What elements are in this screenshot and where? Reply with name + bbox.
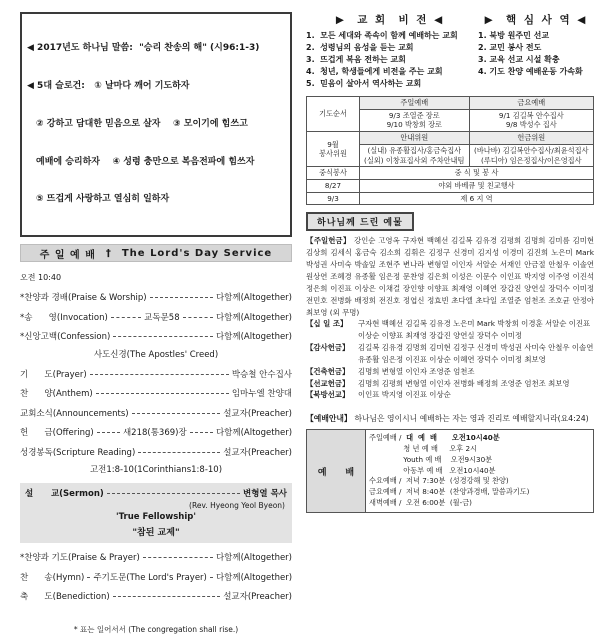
order-item-performer: 설교자(Preacher): [223, 408, 292, 419]
friday-service-header-cell: 금요예배: [469, 97, 593, 110]
cross-icon: †: [105, 247, 112, 259]
committee-label: 봉사위원: [319, 149, 347, 159]
dotted-leader: [150, 296, 213, 298]
usher-entry: (실내) 유종활집사/홍금숙집사: [367, 145, 462, 155]
order-item-label: *찬양과 기도(Praise & Prayer): [20, 553, 140, 564]
order-item-performer: 설교자(Preacher): [223, 447, 292, 458]
offering-names: 구자현 백혜선 김길복 김유경 노은미 Mark 박창희 이경훈 서알순 이진표 이상순 이향표 최재영 장갑진 양연실 장덕수 이미정: [358, 319, 591, 341]
usher-header-cell: 안내위원: [360, 132, 470, 145]
service-title-english: The Lord's Day Service: [121, 247, 273, 259]
duty-roster-table: [306, 96, 594, 205]
order-item-label: 축 도(Benediction): [20, 592, 110, 603]
offering-category: 【북방선교】: [306, 390, 352, 400]
sermon-preacher-english: (Rev. Hyeong Yeol Byeon): [189, 501, 285, 511]
order-item-middle: 교독문58: [144, 312, 180, 323]
worship-info-line: [306, 413, 594, 424]
service-title-bar: [20, 244, 292, 262]
order-item-label: 교회소식(Announcements): [20, 408, 129, 419]
offering-entry-thanksgiving: [306, 342, 594, 366]
offering-category: 【감사헌금】: [306, 343, 352, 353]
apostles-creed-subline: 사도신경(The Apostles' Creed): [93, 349, 219, 360]
annual-theme-line: ◀ 2017년도 하나님 말씀: "승리 찬송의 해" (시96:1-3): [27, 43, 260, 54]
prayer-entry: 9/8 박성수 집사: [505, 120, 557, 130]
lunch-duty-value-cell: 중 식 및 봉 사: [360, 167, 594, 180]
ministry-item: 3. 교육 선교 시설 확충: [478, 55, 560, 64]
order-item-label: 찬 송(Hymn): [20, 572, 85, 583]
table-row: [307, 180, 594, 193]
slogan-line: ⑤ 뜨겁게 사랑하고 열심히 일하자: [36, 194, 170, 205]
schedule-label-cell: 예 배: [307, 430, 366, 512]
sermon-title-english: 'True Fellowship': [116, 512, 196, 523]
order-row-announcements: [20, 407, 292, 419]
date-827-value-cell: 야외 바베큐 및 친교행사: [360, 180, 594, 193]
order-row-prayer: [20, 368, 292, 380]
offering-names: 이인표 박지영 이진표 이상순: [358, 390, 451, 400]
order-row-scripture: [20, 446, 292, 458]
month-label: 9월: [327, 139, 339, 149]
church-vision-column: [306, 12, 474, 90]
prayer-entry: 9/3 조열준 장로: [388, 110, 440, 120]
order-item-label: 성경봉독(Scripture Reading): [20, 447, 136, 458]
order-item-performer: 다함께(Altogether): [215, 312, 292, 323]
order-item-performer: 임마누엘 찬양대: [231, 389, 292, 400]
worship-schedule-table: [306, 429, 594, 513]
order-item-performer: 다함께(Altogether): [215, 428, 293, 439]
order-row-benediction: [20, 590, 292, 602]
dotted-leader: [143, 556, 213, 558]
vision-item: 4. 청년, 학생들에게 비전을 주는 교회: [306, 67, 443, 76]
dotted-leader: [97, 431, 120, 433]
sermon-preacher: 변형열 목사: [242, 489, 287, 500]
service-time: 오전 10:40: [20, 273, 62, 283]
order-row-confession: [20, 330, 292, 342]
date-827-label-cell: 8/27: [307, 180, 360, 193]
ministry-item: 1. 북방 원주민 선교: [478, 31, 550, 40]
sunday-service-header-cell: 주일예배: [360, 97, 470, 110]
dotted-leader: [113, 595, 221, 597]
schedule-line-sunday: [369, 433, 590, 444]
offering-committee-cell: [469, 144, 593, 166]
slogan-line: 예배에 승리하자 ④ 성령 충만으로 복음전파에 힘쓰자: [36, 156, 255, 167]
order-item-performer: 박승철 안수집사: [231, 369, 292, 380]
order-item-middle: 새218(통369)장: [122, 428, 187, 439]
worship-info-verse: 하나님은 영이시니 예배하는 자는 영과 진리로 예배할지니라(요4:24): [354, 414, 589, 424]
order-item-label: 기 도(Prayer): [20, 369, 87, 380]
order-item-label: *신앙고백(Confession): [20, 332, 111, 343]
table-row: [307, 192, 594, 205]
schedule-line-youth: Youth 예 배 오전9시30분: [369, 454, 493, 464]
prayer-order-label-cell: 기도순서: [307, 97, 360, 132]
order-item-label: 설 교(Sermon): [25, 489, 104, 500]
sunday-prayer-cell: [360, 109, 470, 131]
order-item-label: *송 영(Invocation): [20, 312, 108, 323]
vision-item: 3. 뜨겁게 복음 전하는 교회: [306, 55, 406, 64]
offering-entry-sunday: [306, 235, 594, 318]
offering-category: 【십 일 조】: [306, 319, 350, 329]
schedule-line-children: 아동부 예 배 오전10시40분: [369, 465, 496, 475]
table-row: [307, 97, 594, 110]
schedule-times-cell: [366, 430, 593, 512]
order-row-hymn: [20, 571, 292, 583]
dotted-leader: [132, 412, 221, 414]
scripture-reference-subline: 고전1:8-10(1Corinthians1:8-10): [89, 465, 223, 476]
dotted-leader: [210, 576, 213, 578]
order-row-sermon: [25, 487, 287, 499]
schedule-line-youngadult: 청 년 예 배 오후 2시: [369, 444, 478, 454]
vision-item: 2. 성령님의 음성을 듣는 교회: [306, 43, 414, 52]
table-row: [307, 132, 594, 145]
dotted-leader: [138, 451, 220, 453]
worship-info-label: 【예배안내】: [306, 414, 355, 424]
offerings-section-title: 하나님께 드린 예물: [306, 212, 414, 231]
dotted-leader: [107, 492, 240, 494]
order-item-label: 헌 금(Offering): [20, 428, 94, 439]
sermon-highlight-box: [20, 483, 292, 543]
offering-category: 【건축헌금】: [306, 366, 352, 376]
order-item-performer: 다함께(Altogether): [215, 572, 293, 583]
dotted-leader: [87, 576, 90, 578]
order-item-label: *찬양과 경배(Praise & Worship): [20, 293, 147, 304]
offering-committee-header-cell: 헌금위원: [469, 132, 593, 145]
order-item-performer: 다함께(Altogether): [215, 293, 292, 304]
date-93-value-cell: 제 6 지 역: [360, 192, 594, 205]
dotted-leader: [190, 431, 213, 433]
slogan-line: ◀ 5대 슬로건: ① 날마다 깨어 기도하자: [27, 80, 190, 91]
schedule-line-main: 대 예 배 오전10시40분: [406, 433, 500, 443]
dotted-leader: [113, 335, 213, 337]
schedule-line-friday: 금요예배 / 저녁 8:40분 (찬양과경배, 말씀과기도): [369, 487, 530, 497]
lunch-duty-label-cell: 중식봉사: [307, 167, 360, 180]
prayer-entry: 9/1 김길복 안수집사: [498, 110, 564, 120]
offering-category: 【선교헌금】: [306, 378, 352, 388]
offering-entry-north-mission: [306, 389, 594, 401]
order-row-praise-prayer: [20, 551, 292, 563]
rise-footnote: * 표는 일어서서 (The congregation shall rise.): [73, 625, 239, 635]
vision-item: 1. 모든 세대와 족속이 함께 예배하는 교회: [306, 31, 458, 40]
core-ministry-title: ▶ 핵 심 사 역 ◀: [484, 14, 588, 26]
dotted-leader: [90, 373, 229, 375]
core-ministry-column: [474, 12, 594, 90]
order-of-worship: [20, 291, 292, 602]
order-row-praise-worship: [20, 291, 292, 303]
usher-entry: (실외) 이창표집사외 주차안내팀: [364, 155, 465, 165]
committee-entry: (루디아) 임은정집사/이은영집사: [480, 155, 582, 165]
date-93-label-cell: 9/3: [307, 192, 360, 205]
september-committee-label-cell: [307, 132, 360, 167]
vision-ministry-section: [306, 12, 594, 90]
offering-names: 김명희 변형열 이인자 조영준 엄천조: [358, 366, 475, 376]
order-row-offering: [20, 426, 292, 438]
dotted-leader: [183, 316, 213, 318]
usher-cell: [360, 144, 470, 166]
slogan-line: ② 강하고 담대한 믿음으로 살자 ③ 모이기에 힘쓰고: [36, 118, 248, 129]
order-item-performer: 다함께(Altogether): [215, 553, 292, 564]
schedule-line-dawn: 새벽예배 / 오전 6:00분 (월-금): [369, 498, 472, 508]
order-item-performer: 설교자(Preacher): [223, 592, 292, 603]
order-item-middle: 주기도문(The Lord's Prayer): [93, 572, 207, 583]
service-title-korean: 주 일 예 배: [39, 249, 96, 261]
ministry-item: 2. 교민 봉사 전도: [478, 43, 542, 52]
order-row-invocation: [20, 311, 292, 323]
annual-theme-banner: [20, 12, 292, 237]
sermon-title-korean: "참된 교제": [132, 528, 180, 539]
vision-item: 5. 믿음이 살아서 역사하는 교회: [306, 79, 422, 88]
table-row: [307, 167, 594, 180]
offering-entry-tithe: [306, 318, 594, 342]
friday-prayer-cell: [469, 109, 593, 131]
order-row-anthem: [20, 387, 292, 399]
schedule-line-wednesday: 수요예배 / 저녁 7:30분 (성경강해 및 찬양): [369, 476, 509, 486]
prayer-entry: 9/10 박창희 장로: [386, 120, 442, 130]
bulletin-right-page: [306, 0, 594, 513]
offering-names: 강인순 고영옥 구자현 백혜선 김길복 김유경 김평희 김명희 김미름 김미현 김상희 김세식 홍금숙 김소희 김휘은 김정구 신경미 김지성 이경미 김진희 노은미 Mark 박성권 사미숙 박솔잎 조현주 변나라 변형열 이인자 서알순 서재인 안금절 안철우 이솔연 원상연 조혜경 유종활 임은정 문찬영 김은희 이성은 이문수 이인표 박지영 이주영 이진석 정은희 이진표 이상은 이채걸 장인향 이향표 최재영 이혜연 장갑진 양연실 장덕수 이미정 전민호 전병화 배정희 전진호 정엽신 정효빈 초다엘 초다일 조열준 엄천조 조호균 안정아 최보영 (외 무명): [306, 236, 595, 317]
ministry-item: 4. 기도 찬양 예배운동 가속화: [478, 67, 583, 76]
offering-category: 【주일헌금】: [306, 236, 354, 246]
dotted-leader: [96, 392, 229, 394]
dotted-leader: [111, 316, 141, 318]
church-vision-title: ▶ 교 회 비 전 ◀: [335, 14, 445, 26]
committee-entry: (바나바) 김길복안수집사/최윤석집사: [474, 145, 589, 155]
offering-entry-building: [306, 366, 594, 378]
offering-names: 김명희 김평희 변형열 이인자 전병화 배정희 조영준 엄천조 최보영: [358, 378, 570, 388]
order-item-label: 찬 양(Anthem): [20, 389, 93, 400]
schedule-line-prefix: 주일예배 /: [369, 433, 407, 443]
bulletin-left-page: [20, 0, 292, 635]
order-item-performer: 다함께(Altogether): [215, 332, 292, 343]
offering-entry-mission: [306, 378, 594, 390]
offering-names: 김길복 김유경 김명희 김미현 김정구 신경미 박성권 사미숙 안철우 이솔연 유종활 임은정 이진표 이상순 이혜연 장덕수 이미정 최보영: [358, 343, 594, 364]
